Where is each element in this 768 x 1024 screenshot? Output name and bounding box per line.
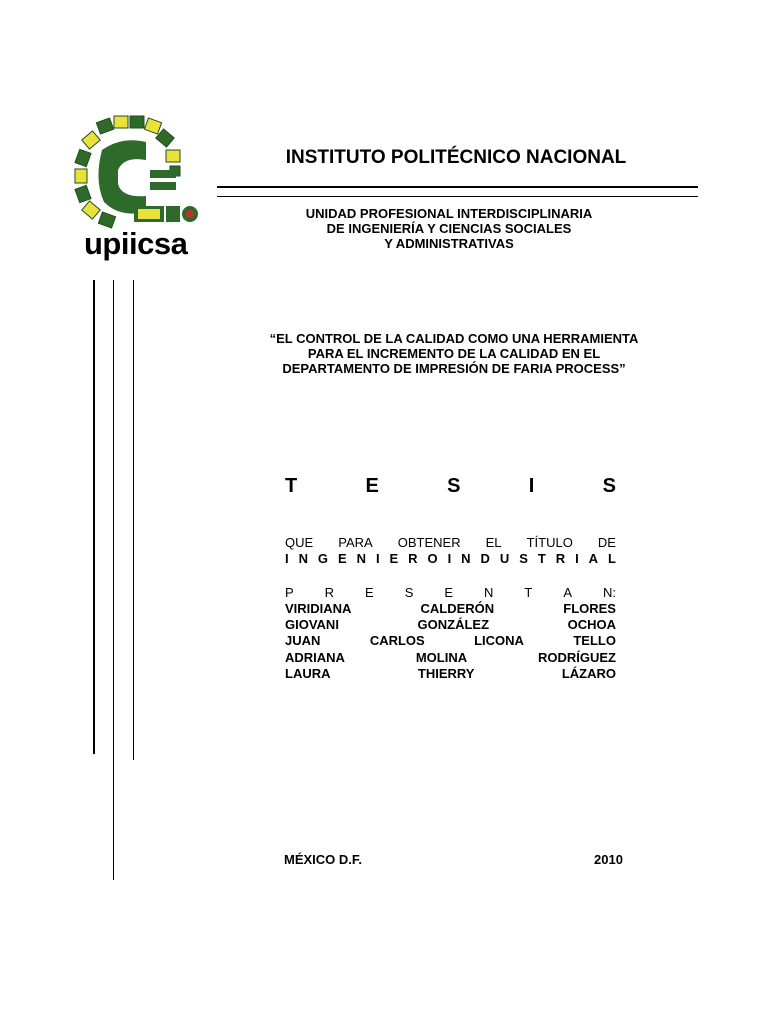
spread-token: R [555, 551, 566, 566]
vertical-rule [93, 280, 95, 754]
spread-token: G [317, 551, 329, 566]
spread-token: T [285, 475, 298, 497]
logo-wordmark: upiicsa [84, 226, 188, 261]
spread-token: GIOVANI [285, 617, 339, 632]
thesis-title [240, 331, 668, 376]
spread-token: N [298, 551, 308, 566]
spread-token: N: [602, 585, 616, 600]
spread-token: TÍTULO [526, 535, 573, 550]
spread-token: I [575, 551, 579, 566]
spread-token: L [608, 551, 616, 566]
spread-token: RODRÍGUEZ [537, 650, 616, 665]
spread-token: OCHOA [567, 617, 616, 632]
spread-token: EL [485, 535, 502, 550]
spread-token: OBTENER [397, 535, 461, 550]
spread-token: GONZÁLEZ [417, 617, 490, 632]
presenter-name [285, 601, 616, 616]
presenter-name [285, 633, 616, 648]
spread-token: QUE [285, 535, 314, 550]
spread-token: O [427, 551, 438, 566]
degree-title [285, 551, 616, 566]
vertical-rule [113, 280, 114, 880]
institute-name: INSTITUTO POLITÉCNICO NACIONAL [285, 147, 627, 168]
spread-token: A [588, 551, 599, 566]
unit-line: UNIDAD PROFESIONAL INTERDISCIPLINARIA [305, 206, 593, 221]
unit-name [217, 206, 681, 251]
spread-token: U [499, 551, 510, 566]
spread-token: N [461, 551, 471, 566]
spread-token: T [537, 551, 546, 566]
spread-token: E [444, 585, 454, 600]
spread-token: LAURA [285, 666, 331, 681]
presenters-label [285, 585, 616, 600]
spread-token: I [285, 551, 289, 566]
presenter-name [285, 666, 616, 681]
spread-token: CARLOS [369, 633, 425, 648]
spread-token: PARA [338, 535, 373, 550]
spread-token: N [484, 585, 494, 600]
presenter-name [285, 650, 616, 665]
title-line: DEPARTAMENTO DE IMPRESIÓN DE FARIA PROCESS” [282, 361, 626, 376]
spread-token: S [447, 475, 461, 497]
place: MÉXICO D.F. [284, 852, 363, 867]
spread-token: LICONA [474, 633, 524, 648]
header-rule-thin [217, 196, 698, 197]
spread-token: I [447, 551, 452, 566]
spread-token: E [365, 475, 379, 497]
year: 2010 [594, 852, 623, 867]
spread-token: S [602, 475, 616, 497]
spread-token: VIRIDIANA [285, 601, 352, 616]
spread-token: I [528, 475, 535, 497]
spread-token: CALDERÓN [420, 601, 495, 616]
spread-token: P [285, 585, 294, 600]
spread-token: DE [597, 535, 616, 550]
spread-token: THIERRY [417, 666, 475, 681]
spread-token: E [389, 551, 399, 566]
title-line: PARA EL INCREMENTO DE LA CALIDAD EN EL [307, 346, 601, 361]
tesis-heading [285, 475, 616, 497]
spread-token: E [338, 551, 347, 566]
spread-token: JUAN [285, 633, 321, 648]
spread-token: LÁZARO [561, 666, 616, 681]
header-rule-thick [217, 186, 698, 188]
spread-token: E [365, 585, 374, 600]
vertical-rule [133, 280, 134, 760]
spread-token: A [563, 585, 572, 600]
spread-token: R [408, 551, 418, 566]
spread-token: T [524, 585, 533, 600]
spread-token: S [519, 551, 528, 566]
presenter-name [285, 617, 616, 632]
spread-token: S [404, 585, 414, 600]
spread-token: R [324, 585, 335, 600]
spread-token: ADRIANA [285, 650, 345, 665]
spread-token: N [356, 551, 367, 566]
spread-token: MOLINA [415, 650, 468, 665]
title-line: “EL CONTROL DE LA CALIDAD COMO UNA HERRAMIENTA [269, 331, 639, 346]
spread-token: I [375, 551, 380, 566]
spread-token: TELLO [573, 633, 616, 648]
unit-line: DE INGENIERÍA Y CIENCIAS SOCIALES [326, 221, 572, 236]
unit-line: Y ADMINISTRATIVAS [384, 236, 514, 251]
degree-purpose [285, 535, 616, 550]
spread-token: FLORES [563, 601, 616, 616]
spread-token: D [480, 551, 490, 566]
